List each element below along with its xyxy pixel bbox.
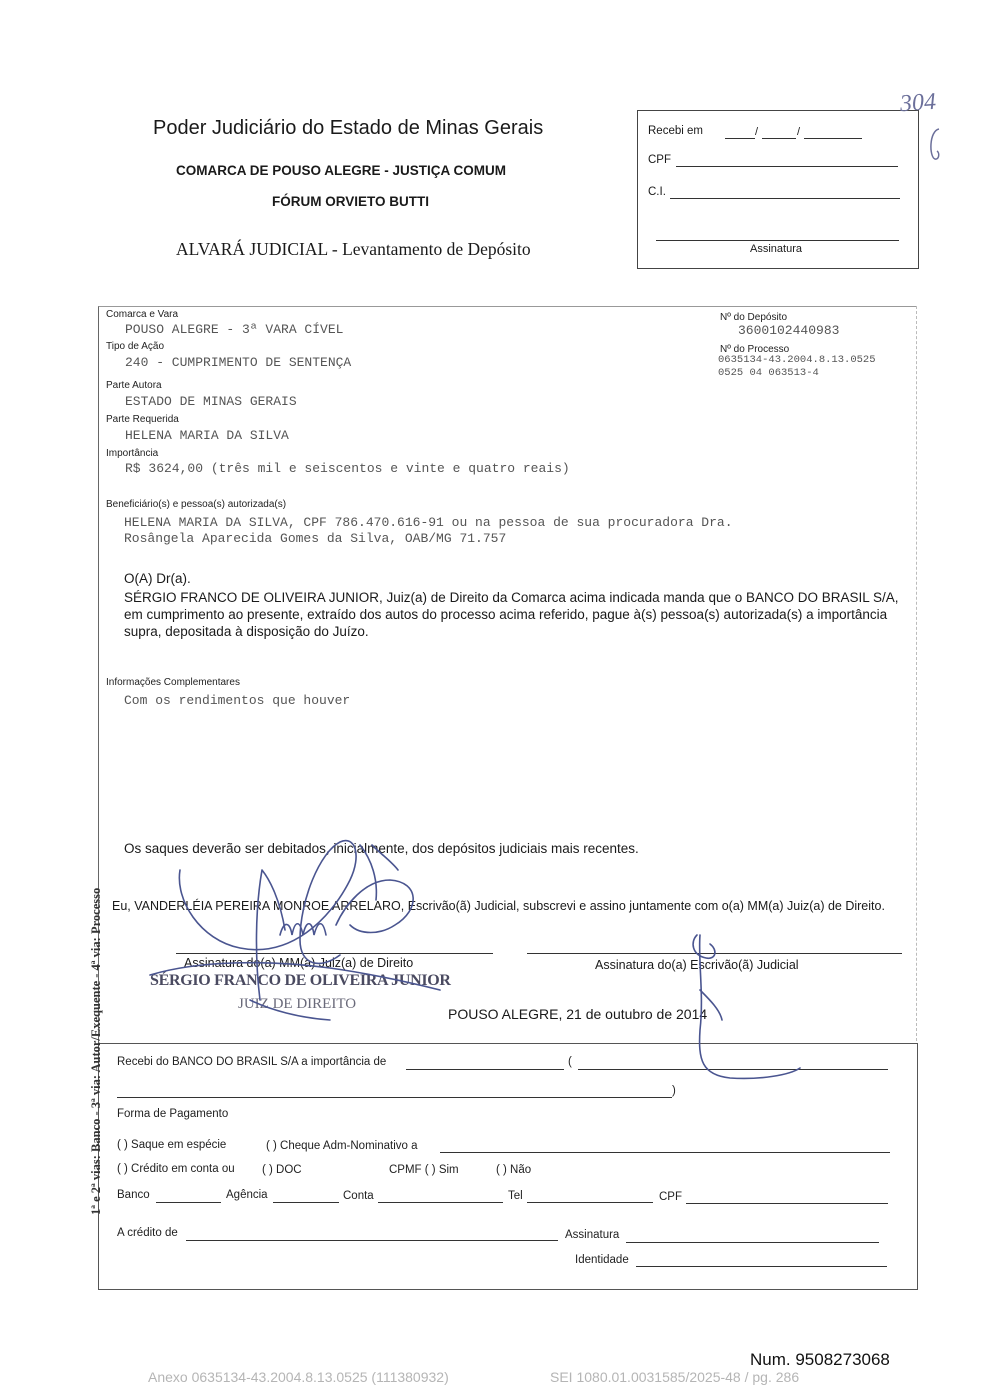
payment-form-label: Forma de Pagamento [117, 1108, 229, 1120]
processo-value-2: 0525 04 063513-4 [718, 367, 819, 379]
processo-value-1: 0635134-43.2004.8.13.0525 [718, 354, 876, 366]
amount-words-line-2[interactable] [117, 1097, 672, 1098]
comarca-vara-label: Comarca e Vara [106, 309, 179, 320]
option-saque[interactable]: ( ) Saque em espécie [117, 1139, 227, 1151]
processo-label: Nº do Processo [720, 344, 790, 355]
clerk-signature-label: Assinatura do(a) Escrivão(ã) Judicial [595, 958, 799, 972]
amount-words-line[interactable] [578, 1069, 888, 1070]
comarca-heading: COMARCA DE POUSO ALEGRE - JUSTIÇA COMUM [176, 163, 507, 178]
ci-label: C.I. [648, 186, 666, 198]
comarca-vara-value: POUSO ALEGRE - 3ª VARA CÍVEL [125, 322, 344, 337]
clerk-statement: Eu, VANDERLÉIA PEREIRA MONROE ARRELARO, Escrivão(ã) Judicial, subscrevi e assino juntamente com o(a) MM(a) Juiz(a) de Direito. [112, 899, 885, 913]
credito-de-line[interactable] [186, 1240, 558, 1241]
tel-label: Tel [508, 1190, 523, 1202]
judge-stamp-name: SÉRGIO FRANCO DE OLIVEIRA JUNIOR [150, 972, 451, 989]
payment-signature-line[interactable] [626, 1242, 879, 1243]
document-number: Num. 9508273068 [750, 1350, 890, 1369]
anexo-footer: Anexo 0635134-43.2004.8.13.0525 (111380932) [148, 1369, 449, 1385]
conta-label: Conta [343, 1190, 374, 1202]
beneficiarios-line-2: Rosângela Aparecida Gomes da Silva, OAB/MG 71.757 [124, 531, 507, 546]
option-cpmf-sim[interactable]: CPMF ( ) Sim [389, 1164, 459, 1176]
option-credito[interactable]: ( ) Crédito em conta ou [117, 1163, 235, 1175]
parte-autora-value: ESTADO DE MINAS GERAIS [125, 394, 297, 409]
order-text: SÉRGIO FRANCO DE OLIVEIRA JUNIOR, Juiz(a) de Direito da Comarca acima indicada manda que o BANCO DO BRASIL S/A, em cumprimento ao presente, extraído dos autos do processo acima referido, pague à(s) pessoa(s) autorizada(s) a importância supra, depositada à disposição do Juízo. [124, 590, 899, 639]
withdrawal-notice: Os saques deverão ser debitados, inicialmente, dos depósitos judiciais mais recentes. [124, 841, 639, 856]
conta-line[interactable] [378, 1202, 503, 1203]
payment-signature-label: Assinatura [565, 1229, 620, 1241]
document-type: ALVARÁ JUDICIAL - Levantamento de Depósito [176, 239, 531, 259]
tel-line[interactable] [527, 1202, 653, 1203]
beneficiarios-line-1: HELENA MARIA DA SILVA, CPF 786.470.616-91 ou na pessoa de sua procuradora Dra. [124, 515, 733, 530]
identidade-line[interactable] [636, 1266, 887, 1267]
judge-signature-line[interactable] [176, 953, 493, 954]
parte-requerida-value: HELENA MARIA DA SILVA [125, 428, 289, 443]
banco-line[interactable] [156, 1202, 221, 1203]
importancia-label: Importância [106, 448, 159, 459]
parte-autora-label: Parte Autora [106, 380, 162, 391]
handwritten-mark-icon [925, 125, 945, 165]
court-title: Poder Judiciário do Estado de Minas Gerais [153, 117, 544, 139]
parte-requerida-label: Parte Requerida [106, 414, 179, 425]
sei-footer: SEI 1080.01.0031585/2025-48 / pg. 286 [550, 1369, 800, 1385]
receipt-signature-label: Assinatura [750, 243, 802, 255]
clerk-signature-line[interactable] [527, 953, 902, 954]
agencia-line[interactable] [273, 1202, 339, 1203]
deposito-label: Nº do Depósito [720, 312, 788, 323]
judge-stamp-title: JUIZ DE DIREITO [238, 996, 357, 1012]
amount-line[interactable] [406, 1069, 564, 1070]
cpf-line[interactable] [676, 166, 898, 167]
forum-heading: FÓRUM ORVIETO BUTTI [272, 194, 430, 209]
tipo-acao-value: 240 - CUMPRIMENTO DE SENTENÇA [125, 355, 352, 370]
banco-label: Banco [117, 1189, 150, 1201]
received-from-label: Recebi do BANCO DO BRASIL S/A a importância de [117, 1056, 387, 1068]
order-salutation: O(A) Dr(a). [124, 571, 191, 586]
receipt-signature-line[interactable] [656, 240, 899, 241]
tipo-acao-label: Tipo de Ação [106, 341, 165, 352]
importancia-value: R$ 3624,00 (três mil e seiscentos e vinte e quatro reais) [125, 461, 570, 476]
identidade-label: Identidade [575, 1254, 629, 1266]
info-value: Com os rendimentos que houver [124, 693, 351, 708]
cpf-label: CPF [648, 154, 671, 166]
vertical-copy-note: 1ª e 2ª vias: Banco - 3ª via: Autor/Exequente - 4ª via: Processo [89, 887, 103, 1215]
place-date: POUSO ALEGRE, 21 de outubro de 2014 [448, 1006, 708, 1022]
judge-signature-label: Assinatura do(a) MM(a) Juiz(a) de Direito [184, 956, 414, 970]
cpf-payment-line[interactable] [686, 1203, 888, 1204]
cpf-payment-label: CPF [659, 1191, 682, 1203]
deposito-value: 3600102440983 [738, 323, 840, 338]
received-date-label: Recebi em [648, 125, 703, 137]
option-cheque[interactable]: ( ) Cheque Adm-Nominativo a [266, 1140, 418, 1152]
handwritten-page-number: 304 [899, 88, 937, 118]
ci-line[interactable] [670, 198, 900, 199]
info-label: Informações Complementares [106, 677, 240, 688]
option-cpmf-nao[interactable]: ( ) Não [496, 1164, 532, 1176]
option-doc[interactable]: ( ) DOC [262, 1164, 302, 1176]
cheque-line[interactable] [440, 1152, 890, 1153]
beneficiarios-label: Beneficiário(s) e pessoa(s) autorizada(s) [106, 499, 287, 510]
credito-de-label: A crédito de [117, 1227, 178, 1239]
agencia-label: Agência [226, 1189, 268, 1201]
